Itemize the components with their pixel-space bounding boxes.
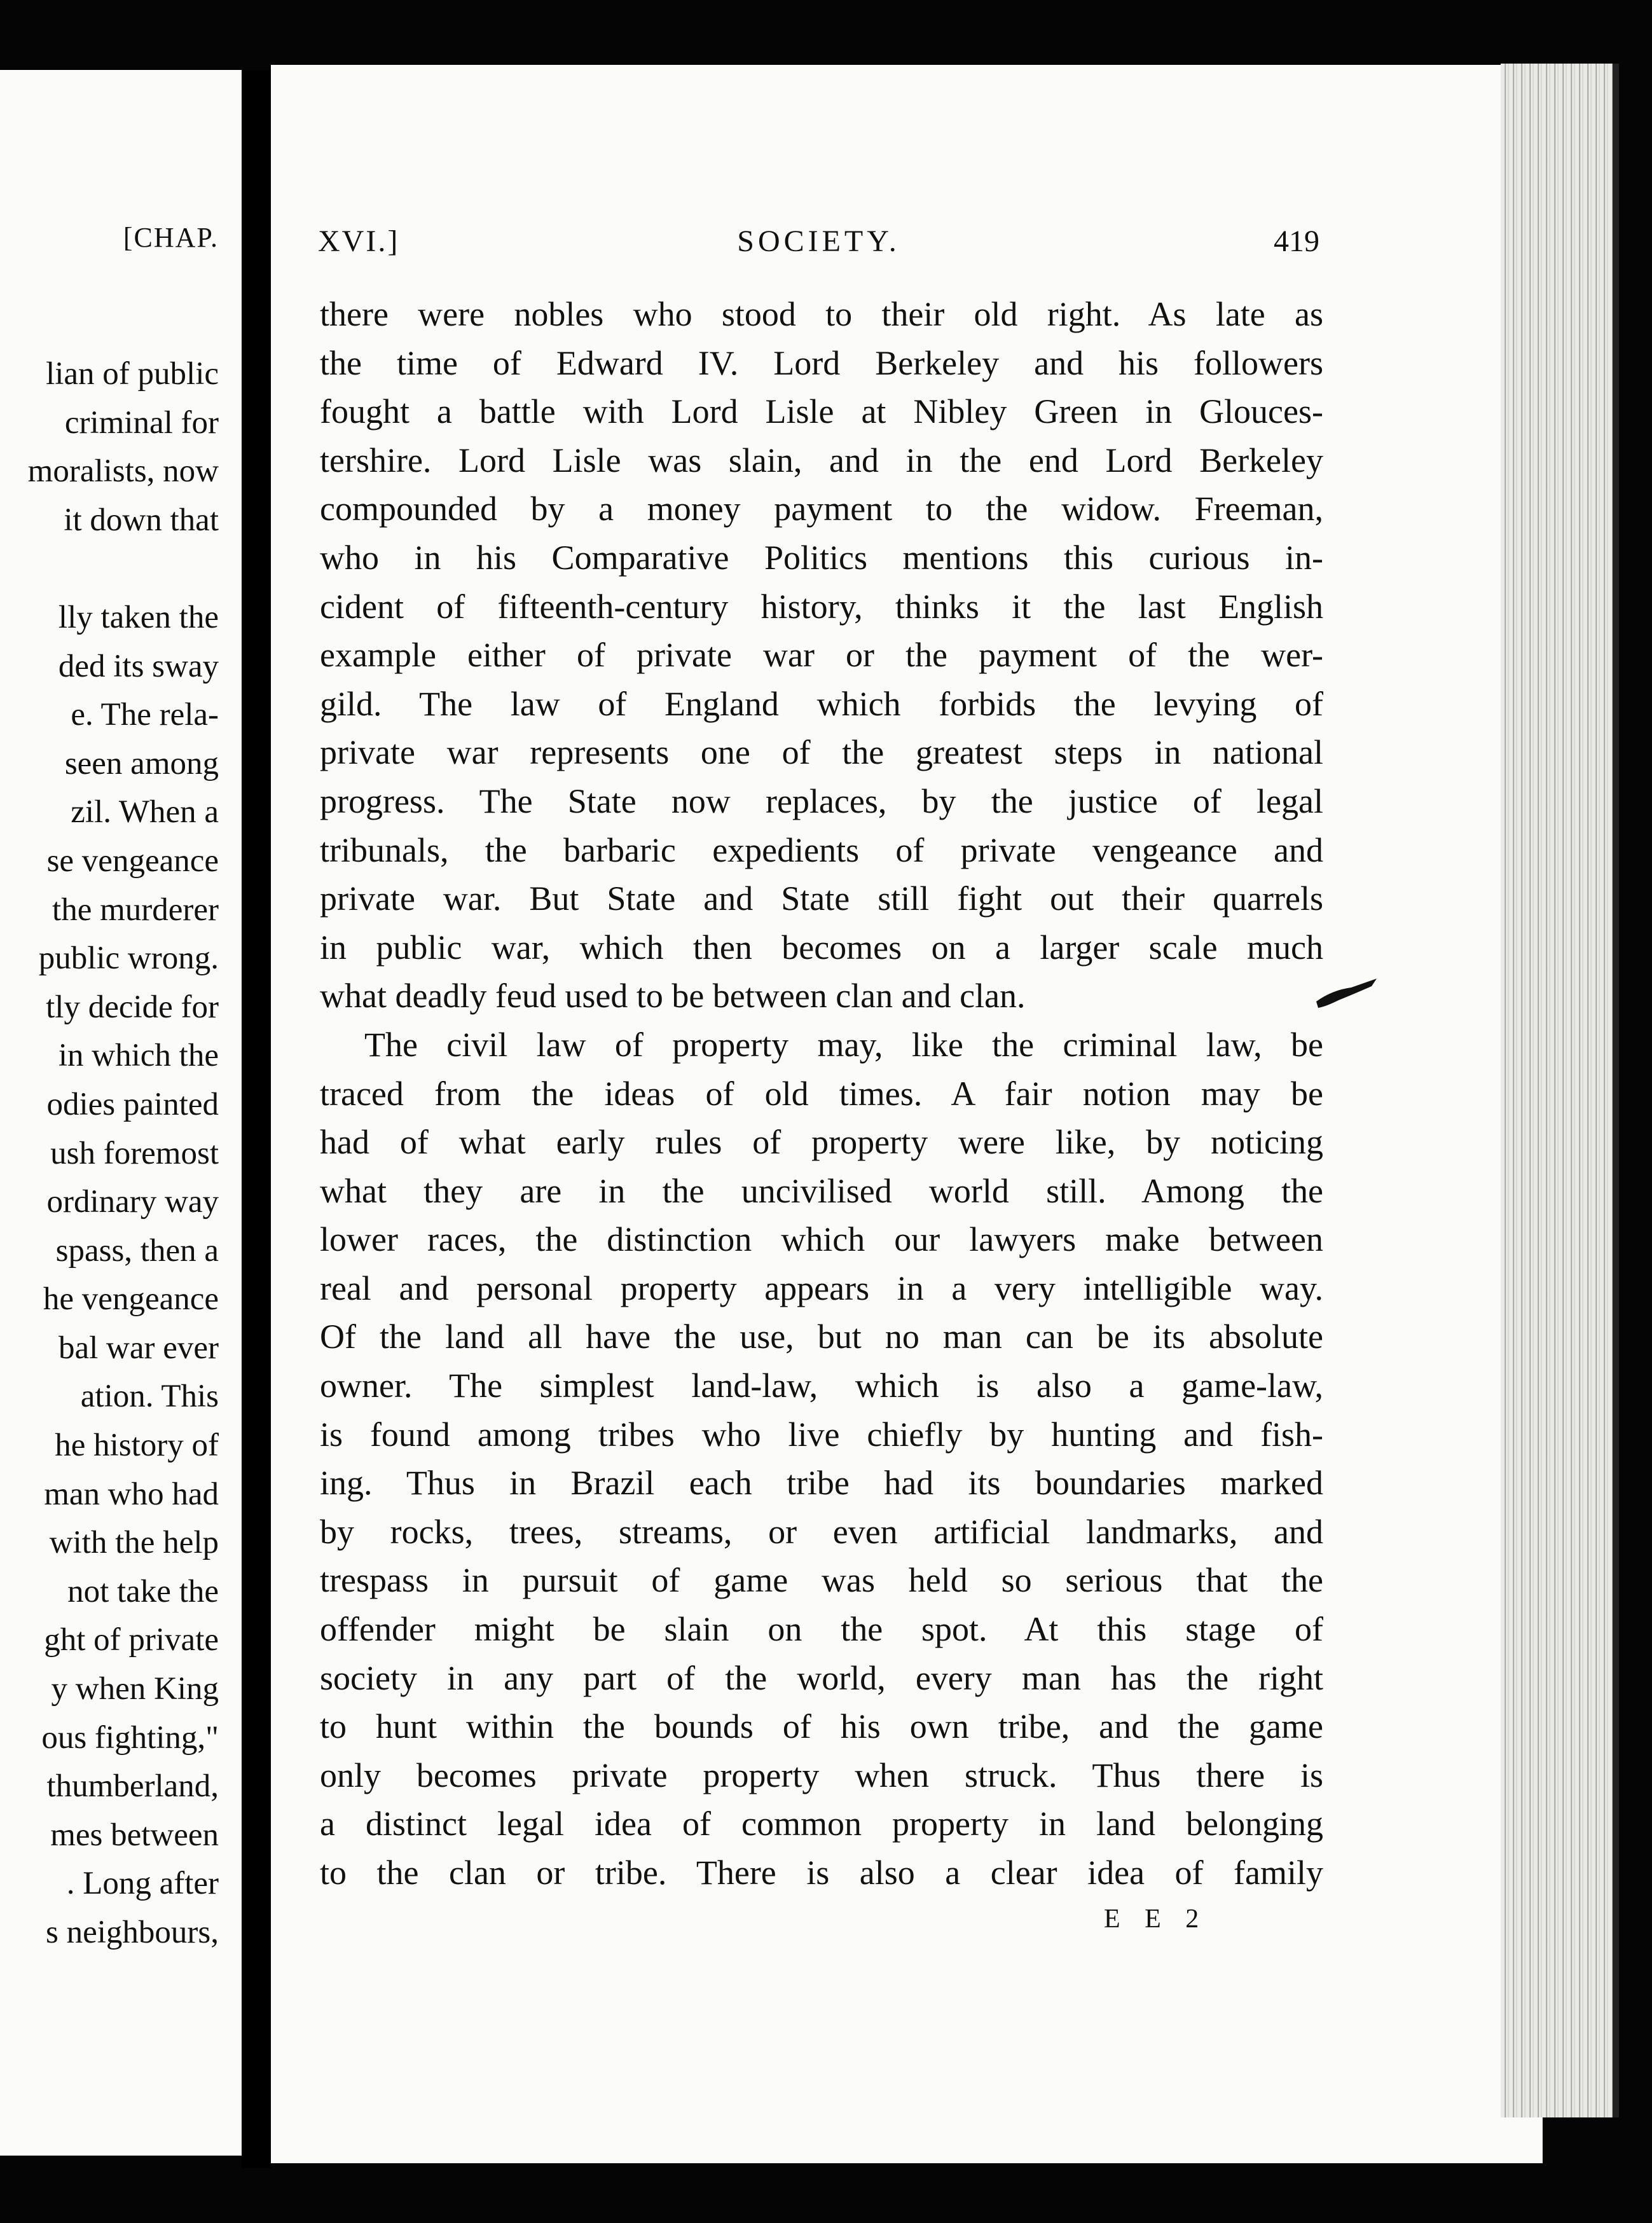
text-line: offender might be slain on the spot. At this stage of [320,1610,1323,1649]
signature-mark: E E 2 [1104,1904,1208,1934]
text-line: traced from the ideas of old times. A fair notion may be [320,1074,1323,1113]
text-line: what they are in the uncivilised world still. Among the [320,1171,1323,1210]
text-line: there were nobles who stood to their old right. As late as [320,295,1323,333]
left-line: moralists, now [27,453,219,490]
left-line: ush foremost [50,1135,219,1171]
text-line: had of what early rules of property were like, by noticing [320,1123,1323,1162]
left-line: e. The rela- [71,697,219,733]
book-gutter [242,70,271,2168]
left-line: zil. When a [71,794,219,830]
text-line: private war represents one of the greatest steps in national [320,733,1323,772]
running-title: SOCIETY. [737,224,900,258]
left-line: se vengeance [46,843,219,879]
left-line: odies painted [46,1086,219,1122]
text-line: ing. Thus in Brazil each tribe had its boundaries marked [320,1464,1323,1503]
left-line [0,544,219,593]
page-body [320,290,1323,1897]
left-line: y when King [51,1671,219,1707]
text-line: to the clan or tribe. There is also a clear idea of family [320,1854,1323,1892]
text-line: society in any part of the world, every man has the right [320,1658,1323,1697]
left-line: not take the [67,1573,219,1609]
text-line: only becomes private property when struck. Thus there is [320,1756,1323,1794]
text-line: owner. The simplest land-law, which is also a game-law, [320,1366,1323,1405]
left-line: thumberland, [46,1768,219,1805]
left-line: public wrong. [38,940,219,977]
left-line: ous fighting," [41,1719,219,1756]
text-line: the time of Edward IV. Lord Berkeley and his followers [320,343,1323,382]
text-line: in public war, which then becomes on a larger scale much [320,928,1323,967]
text-line: progress. The State now replaces, by the justice of legal [320,781,1323,820]
left-line: lian of public [46,356,219,392]
text-line: by rocks, trees, streams, or even artificial landmarks, and [320,1512,1323,1551]
left-line: seen among [64,745,219,781]
text-line: is found among tribes who live chiefly by hunting and fish- [320,1415,1323,1454]
running-head [318,224,1319,262]
left-line: man who had [44,1476,219,1512]
left-line: s neighbours, [46,1915,219,1950]
text-line: fought a battle with Lord Lisle at Nibley Green in Glouces- [320,392,1323,431]
text-line: what deadly feud used to be between clan and clan. [320,977,1026,1015]
left-line: lly taken the [58,599,219,635]
text-line: private war. But State and State still fight out their quarrels [320,879,1323,918]
text-line: The civil law of property may, like the criminal law, be [364,1025,1323,1064]
left-line: ordinary way [46,1184,219,1220]
page-number: 419 [1274,224,1319,258]
left-line: in which the [58,1038,219,1074]
text-line: example either of private war or the payment of the wer- [320,636,1323,675]
left-line: he history of [55,1428,219,1464]
left-line: mes between [50,1817,219,1853]
text-line: real and personal property appears in a very intelligible way. [320,1269,1323,1307]
left-line: with the help [49,1525,219,1561]
left-line: ded its sway [58,648,219,684]
left-page [0,70,242,2156]
left-line: tly decide for [46,989,219,1025]
text-line: Of the land all have the use, but no man can be its absolute [320,1318,1323,1356]
left-line: spass, then a [55,1232,219,1269]
left-line: it down that [64,502,219,538]
text-line: gild. The law of England which forbids the levying of [320,684,1323,723]
page-edges [1501,64,1619,2117]
ink-mark-icon [1313,976,1383,1014]
text-line: tribunals, the barbaric expedients of private vengeance and [320,830,1323,869]
text-line: trespass in pursuit of game was held so serious that the [320,1561,1323,1600]
left-page-text [0,350,219,1957]
left-line: criminal for [64,404,219,441]
chapter-marker: XVI.] [318,224,400,258]
text-line: to hunt within the bounds of his own tribe, and the game [320,1707,1323,1746]
text-line: lower races, the distinction which our lawyers make between [320,1220,1323,1259]
text-line: a distinct legal idea of common property in land belonging [320,1805,1323,1843]
left-running-head: [CHAP. [123,222,219,253]
text-line: tershire. Lord Lisle was slain, and in the end Lord Berkeley [320,441,1323,479]
left-line: he vengeance [43,1281,219,1318]
left-line: ation. This [80,1379,219,1415]
text-line: compounded by a money payment to the widow. Freeman, [320,490,1323,528]
text-line: cident of fifteenth-century history, thinks it the last English [320,587,1323,626]
left-line: bal war ever [58,1330,219,1366]
left-line: ght of private [44,1622,219,1658]
left-line: the murderer [52,891,219,928]
left-line: . Long after [66,1866,219,1902]
text-line: who in his Comparative Politics mentions this curious in- [320,538,1323,577]
